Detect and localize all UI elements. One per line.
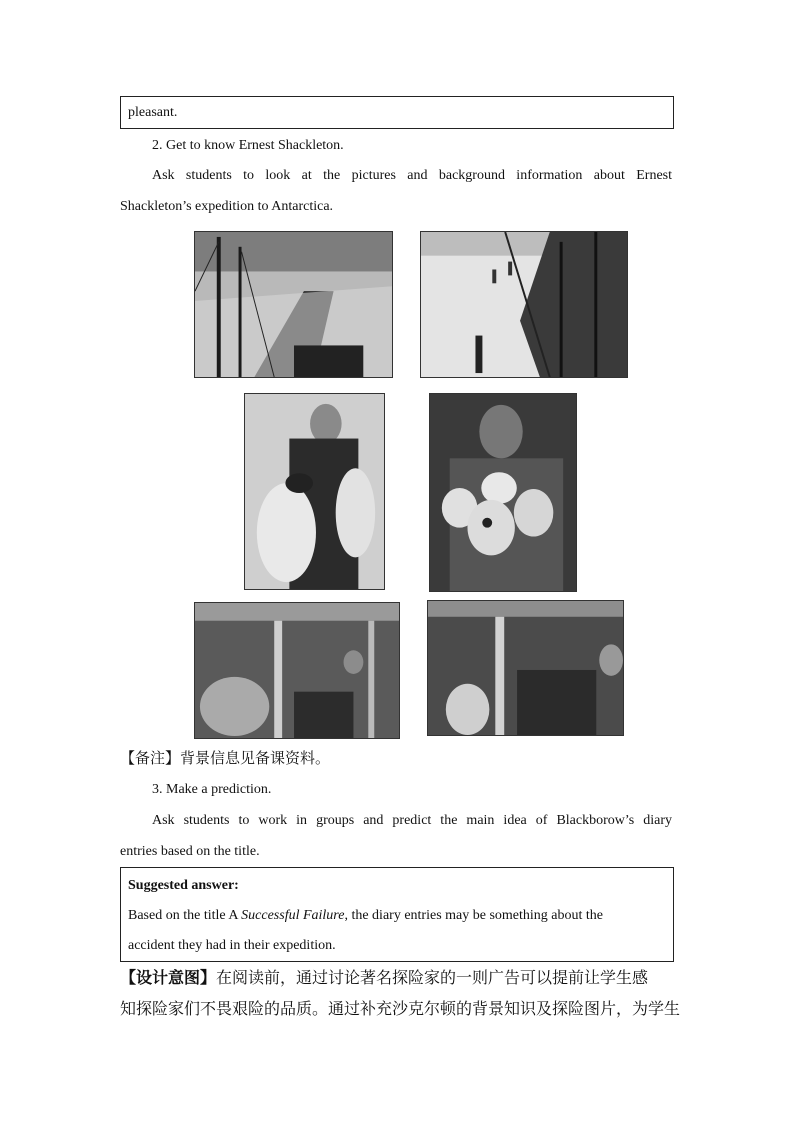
suggested-answer-label: Suggested answer:	[128, 878, 239, 893]
design-intent-line2: 知探险家们不畏艰险的品质。通过补充沙克尔顿的背景知识及探险图片，为学生	[120, 999, 681, 1018]
suggested-answer-line2: accident they had in their expedition.	[128, 938, 336, 953]
design-intent-text1: 在阅读前，通过讨论著名探险家的一则广告可以提前让学生感	[216, 968, 649, 987]
crew-in-cabin-photo	[427, 600, 624, 736]
step3-instruction-line2: entries based on the title.	[120, 844, 260, 859]
answer-title-italic: Successful Failure	[241, 908, 345, 923]
answer-line1-post: , the diary entries may be something about the	[344, 908, 603, 923]
suggested-answer-box	[120, 867, 674, 962]
men-on-ice-beside-ship-photo	[420, 231, 628, 378]
ship-in-ice-photo	[194, 231, 393, 378]
crew-below-deck-photo	[194, 602, 400, 739]
step2-instruction-line2: Shackleton’s expedition to Antarctica.	[120, 199, 334, 214]
step2-instruction-line1: Ask students to look at the pictures and background information about Ernest	[152, 168, 672, 183]
continuation-text: pleasant.	[128, 105, 178, 120]
step3-heading: 3. Make a prediction.	[152, 782, 272, 797]
continuation-box	[120, 96, 674, 129]
step2-heading: 2. Get to know Ernest Shackleton.	[152, 138, 344, 153]
step3-instruction-line1: Ask students to work in groups and predict the main idea of Blackborow’s diary	[152, 813, 672, 828]
note-line: 【备注】背景信息见备课资料。	[120, 749, 331, 767]
suggested-answer-line1	[128, 906, 603, 926]
design-intent-label: 【设计意图】	[120, 968, 217, 987]
man-holding-penguins-photo	[244, 393, 385, 590]
man-holding-puppies-photo	[429, 393, 577, 592]
answer-line1-pre: Based on the title A	[128, 908, 242, 923]
design-intent-line1	[120, 967, 648, 989]
